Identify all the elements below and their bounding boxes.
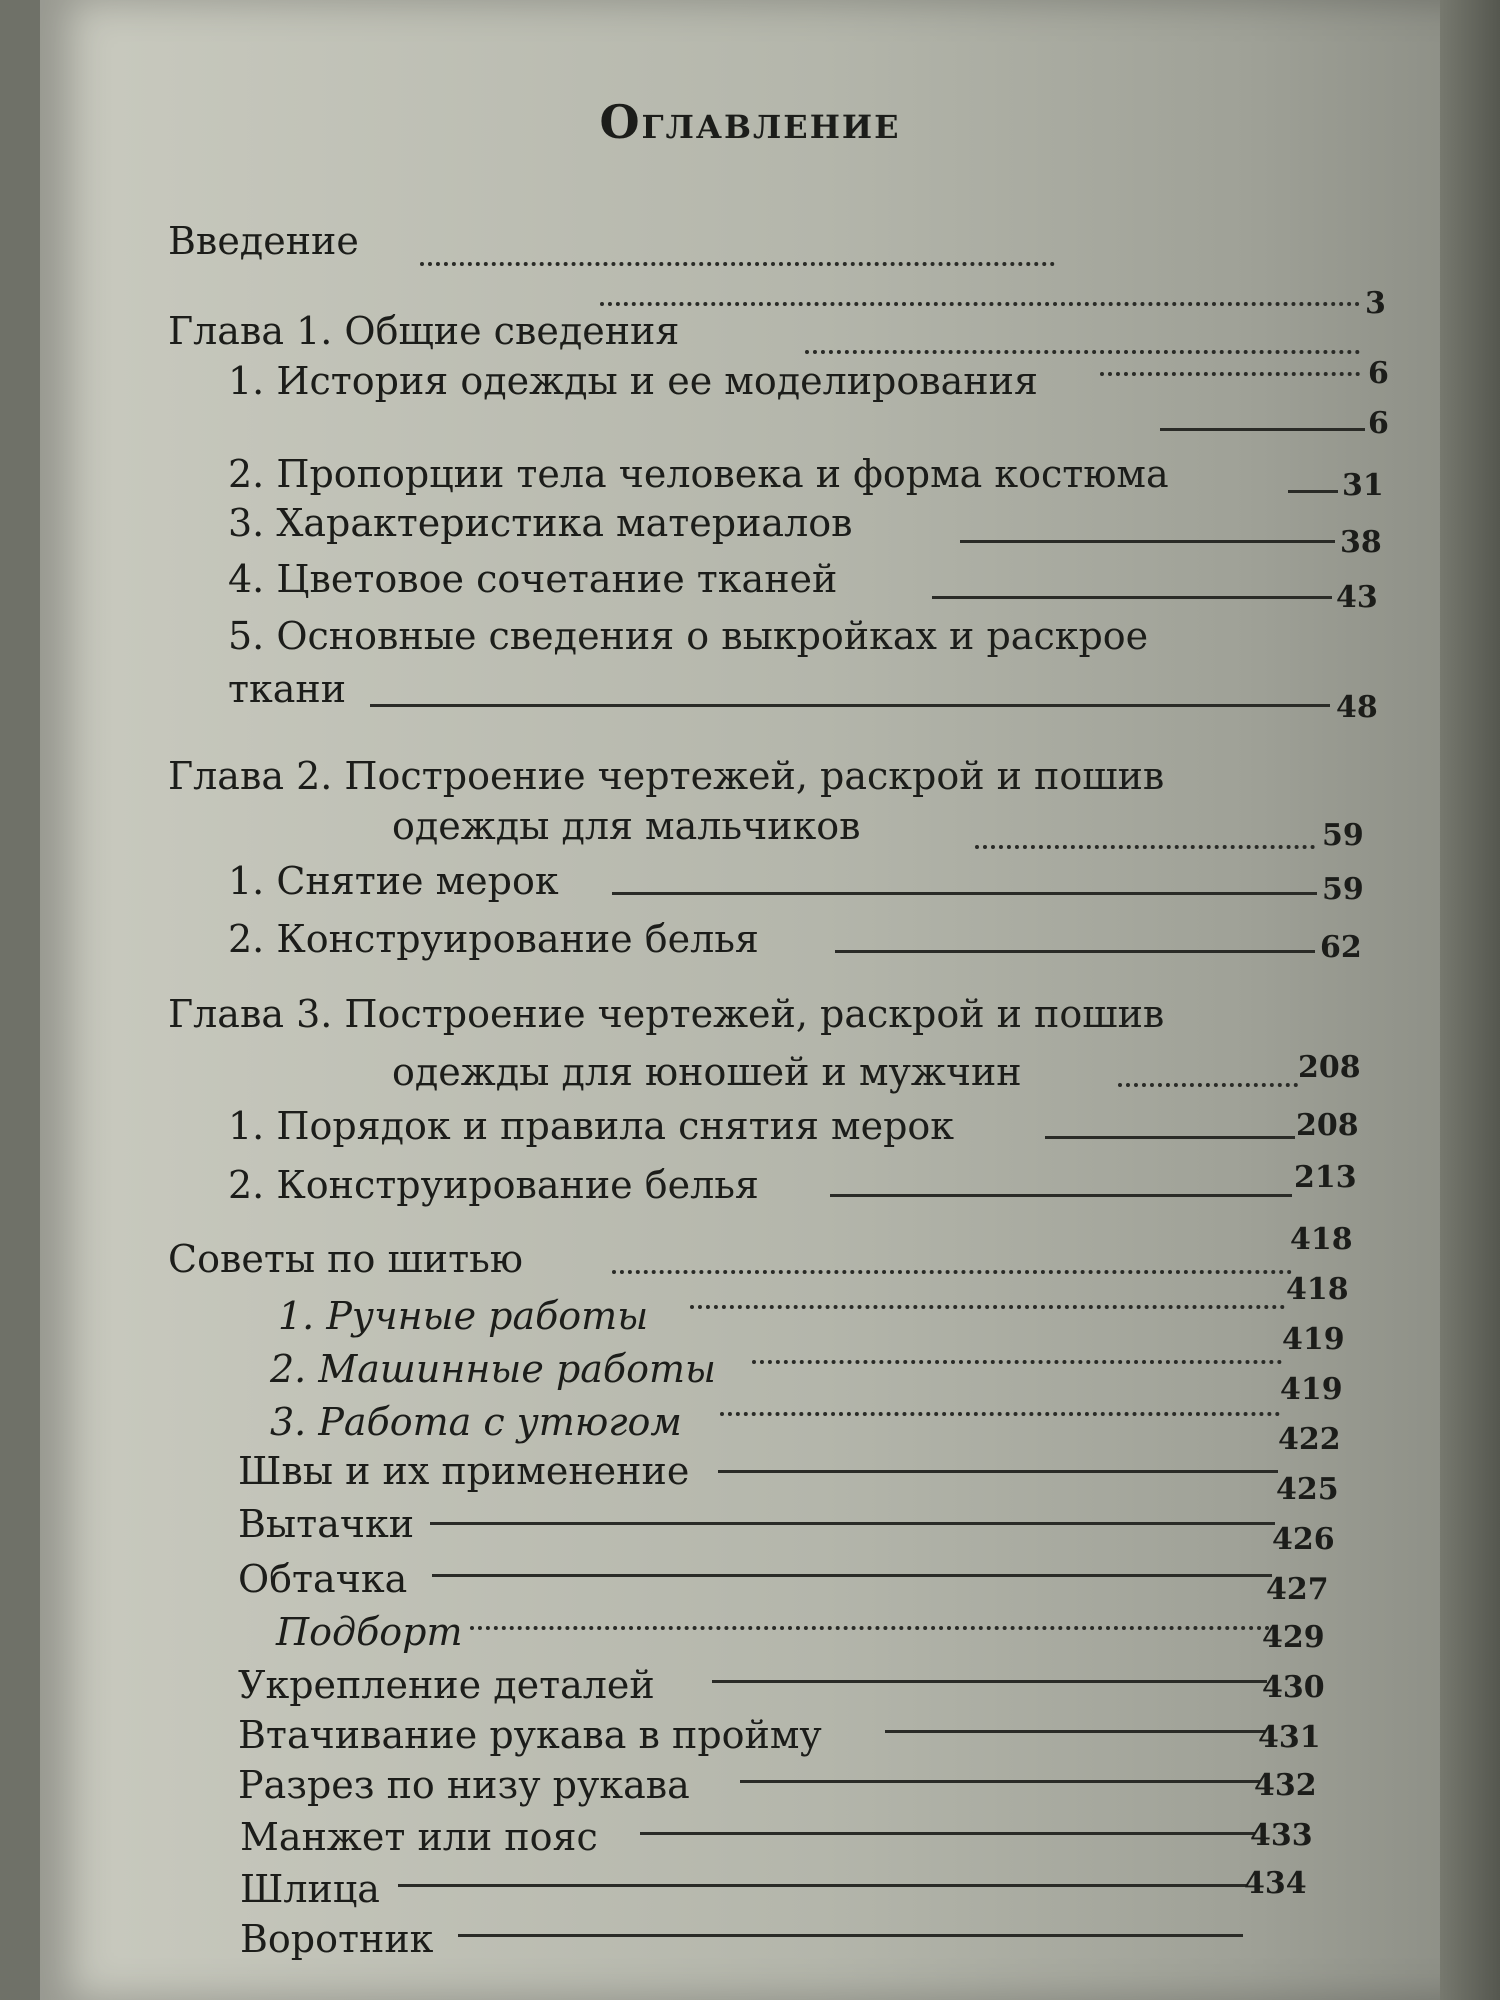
leader-line (430, 1522, 1275, 1525)
toc-entry-label: Обтачка (238, 1557, 408, 1601)
toc-entry (168, 309, 680, 353)
toc-entry (228, 501, 853, 545)
toc-entry-label: одежды для мальчиков (392, 804, 861, 848)
dot-leader (752, 1360, 1282, 1364)
toc-page-number: 430 (1262, 1670, 1325, 1705)
toc-entry (270, 1347, 716, 1391)
leader-line (960, 540, 1335, 543)
toc-entry-label: Манжет или пояс (240, 1815, 598, 1859)
toc-entry (238, 1449, 690, 1493)
dot-leader (1100, 372, 1360, 376)
dot-leader (1118, 1083, 1298, 1087)
toc-entry (278, 1294, 649, 1338)
toc-entry-label: Шлица (240, 1867, 380, 1911)
leader-line (432, 1574, 1272, 1577)
toc-entry (228, 614, 1149, 658)
leader-line (932, 596, 1332, 599)
toc-entry (238, 1663, 655, 1707)
toc-page-number: 431 (1258, 1720, 1321, 1755)
toc-entry-label: Разрез по низу рукава (238, 1763, 690, 1807)
toc-entry (238, 1502, 415, 1546)
toc-entry-continuation (228, 667, 347, 711)
toc-entry (228, 917, 759, 961)
toc-title: Оглавление (599, 95, 901, 149)
toc-entry-label: 2. Машинные работы (270, 1347, 716, 1391)
toc-entry-label: 1. Снятие мерок (228, 859, 559, 903)
leader-line (830, 1194, 1292, 1197)
toc-entry-label: 2. Пропорции тела человека и форма костюма (228, 452, 1169, 496)
toc-entry (228, 1104, 955, 1148)
toc-entry-label: 1. Ручные работы (278, 1294, 649, 1338)
leader-line (1288, 490, 1338, 493)
toc-entry-label: Введение (168, 219, 359, 263)
toc-entry (168, 1237, 523, 1281)
toc-entry (228, 359, 1038, 403)
toc-entry (238, 1763, 690, 1807)
toc-entry (270, 1400, 682, 1444)
toc-page-number: 433 (1250, 1818, 1313, 1853)
leader-line (458, 1934, 1243, 1937)
toc-entry (240, 1867, 380, 1911)
dot-leader (612, 1270, 1292, 1274)
toc-entry-label: 2. Конструирование белья (228, 1163, 759, 1207)
leader-line (1045, 1136, 1295, 1139)
toc-entry (168, 219, 359, 263)
toc-entry-label: Подборт (276, 1610, 463, 1654)
toc-entry-label: Воротник (240, 1917, 434, 1961)
toc-page-number: 213 (1294, 1160, 1357, 1195)
toc-page-number: 425 (1276, 1472, 1339, 1507)
toc-page-number: 208 (1298, 1050, 1361, 1085)
toc-entry-label: Глава 3. Построение чертежей, раскрой и пошив (168, 992, 1165, 1036)
dot-leader (470, 1626, 1270, 1630)
leader-line (612, 892, 1317, 895)
toc-page-number: 418 (1286, 1272, 1349, 1307)
toc-page-number: 6 (1368, 406, 1389, 441)
toc-entry-label: Укрепление деталей (238, 1663, 655, 1707)
toc-page-number: 434 (1244, 1866, 1307, 1901)
toc-entry-label: 1. Порядок и правила снятия мерок (228, 1104, 955, 1148)
toc-page-number: 208 (1296, 1108, 1359, 1143)
toc-entry (168, 992, 1165, 1036)
leader-line (370, 704, 1330, 707)
dot-leader (805, 350, 1360, 354)
toc-page-number: 43 (1336, 580, 1378, 615)
toc-entry-label: Глава 2. Построение чертежей, раскрой и пошив (168, 754, 1165, 798)
toc-entry (228, 1163, 759, 1207)
toc-entry-label: Глава 1. Общие сведения (168, 309, 680, 353)
toc-entry-continuation (392, 1050, 1022, 1094)
toc-entry-label: Швы и их применение (238, 1449, 690, 1493)
toc-page-number: 38 (1340, 525, 1382, 560)
toc-page-number: 59 (1322, 872, 1364, 907)
toc-entry (228, 557, 838, 601)
toc-entry-continuation (392, 804, 861, 848)
toc-page-number: 419 (1280, 1372, 1343, 1407)
toc-entry (228, 452, 1169, 496)
toc-entry-label: 5. Основные сведения о выкройках и раскрое (228, 614, 1149, 658)
toc-entry-label: 4. Цветовое сочетание тканей (228, 557, 838, 601)
toc-page-number: 31 (1342, 468, 1384, 503)
toc-page-number: 6 (1368, 356, 1389, 391)
leader-line (885, 1730, 1265, 1733)
toc-page-number: 426 (1272, 1522, 1335, 1557)
leader-line (712, 1680, 1267, 1683)
leader-line (398, 1884, 1248, 1887)
leader-line (740, 1780, 1260, 1783)
toc-entry (238, 1557, 408, 1601)
toc-entry-label: ткани (228, 667, 347, 711)
toc-entry (240, 1815, 598, 1859)
leader-line (718, 1470, 1278, 1473)
toc-page-number: 59 (1322, 818, 1364, 853)
toc-page-number: 429 (1262, 1620, 1325, 1655)
toc-page-number: 3 (1365, 286, 1386, 321)
dot-leader (975, 845, 1315, 849)
toc-entry (168, 754, 1165, 798)
leader-line (1160, 428, 1365, 431)
dot-leader (600, 302, 1360, 306)
toc-entry-label: 3. Характеристика материалов (228, 501, 853, 545)
toc-page-number: 422 (1278, 1422, 1341, 1457)
dot-leader (420, 262, 1055, 266)
dot-leader (690, 1305, 1285, 1309)
toc-entry-label: одежды для юношей и мужчин (392, 1050, 1022, 1094)
dot-leader (720, 1412, 1280, 1416)
leader-line (640, 1832, 1255, 1835)
toc-entry-label: Втачивание рукава в пройму (238, 1713, 822, 1757)
toc-entry-label: Вытачки (238, 1502, 415, 1546)
toc-entry (276, 1610, 463, 1654)
toc-entry-label: 1. История одежды и ее моделирования (228, 359, 1038, 403)
toc-page-number: 48 (1336, 690, 1378, 725)
toc-entry-label: Советы по шитью (168, 1237, 523, 1281)
toc-page-number: 419 (1282, 1322, 1345, 1357)
toc-entry (228, 859, 559, 903)
toc-entry (240, 1917, 434, 1961)
toc-entry-label: 2. Конструирование белья (228, 917, 759, 961)
toc-entry-label: 3. Работа с утюгом (270, 1400, 682, 1444)
toc-entry (238, 1713, 822, 1757)
leader-line (835, 950, 1315, 953)
toc-page-number: 62 (1320, 930, 1362, 965)
toc-page-number: 427 (1266, 1572, 1329, 1607)
toc-page-number: 418 (1290, 1222, 1353, 1257)
toc-page-number: 432 (1254, 1768, 1317, 1803)
